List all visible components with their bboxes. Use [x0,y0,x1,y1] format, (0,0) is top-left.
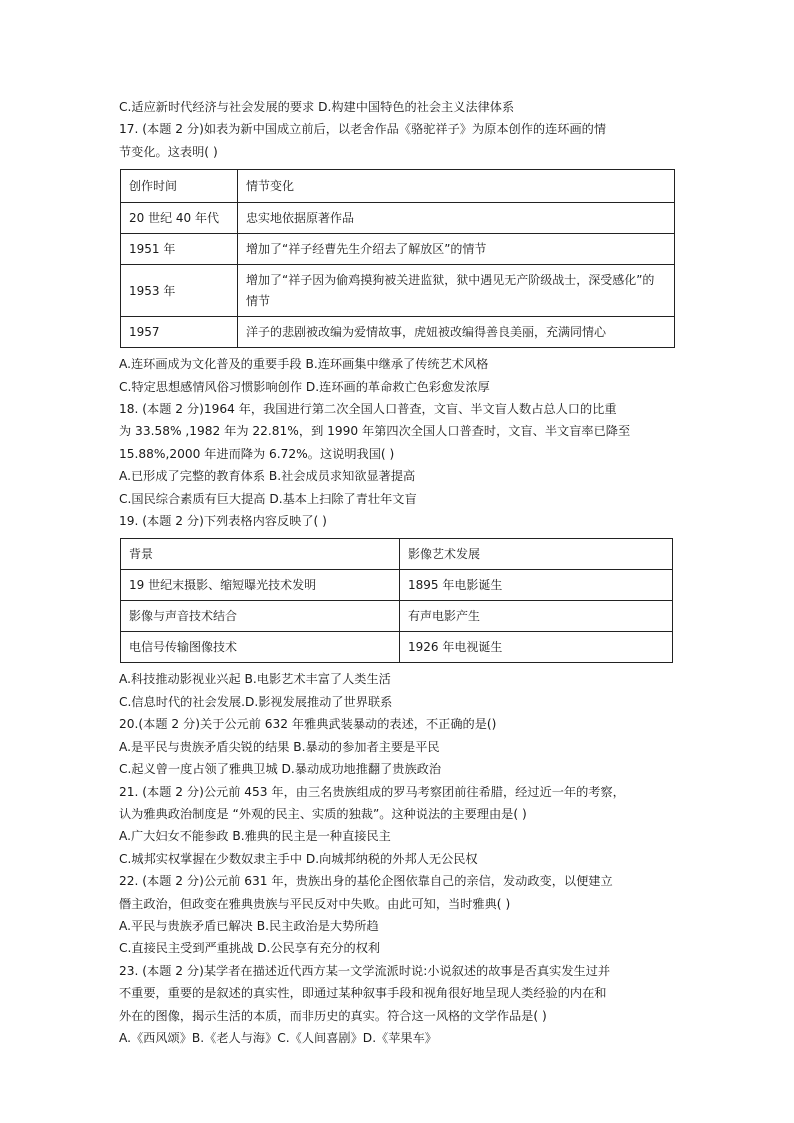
table-header-row [121,539,673,570]
exam-page [119,96,679,1049]
table-cell: 增加了“祥子经曹先生介绍去了解放区”的情节 [238,234,675,265]
option-line: A.已形成了完整的教育体系 B.社会成员求知欲显著提高 [119,469,416,484]
table-cell: 1895 年电影诞生 [400,570,673,601]
question-19-stem: 19. (本题 2 分)下列表格内容反映了( ) [119,514,327,529]
option-line: A.广大妇女不能参政 B.雅典的民主是一种直接民主 [119,829,391,844]
option-line: A.《西风颂》B.《老人与海》C.《人间喜剧》D.《苹果车》 [119,1030,437,1045]
table-cell: 忠实地依据原著作品 [238,203,675,234]
table-cell: 20 世纪 40 年代 [121,203,238,234]
table-row [121,632,673,663]
option-line: A.连环画成为文化普及的重要手段 B.连环画集中继承了传统艺术风格 [119,357,489,372]
table-row [121,265,675,317]
question-18-stem-cont: 15.88%,2000 年进而降为 6.72%。这说明我国( ) [119,446,395,461]
table-cell: 影像与声音技术结合 [121,601,400,632]
question-21-stem-cont: 认为雅典政治制度是 “外观的民主、实质的独裁”。这种说法的主要理由是( ) [119,806,527,821]
table-header-cell: 情节变化 [238,170,675,203]
option-line: A.平民与贵族矛盾已解决 B.民主政治是大势所趋 [119,918,379,933]
question-21-stem: 21. (本题 2 分)公元前 453 年，由三名贵族组成的罗马考察团前往希腊，经过近一年的考察， [119,784,625,799]
table-cell: 洋子的悲剧被改编为爱情故事，虎妞被改编得善良美丽，充满同情心 [238,317,675,348]
question-23-stem: 23. (本题 2 分)某学者在描述近代西方某一文学流派时说:小说叙述的故事是否真实发生过并 [119,963,611,978]
text-line: C.适应新时代经济与社会发展的要求 D.构建中国特色的社会主义法律体系 [119,100,515,114]
table-cell: 有声电影产生 [400,601,673,632]
table-cell: 19 世纪末摄影、缩短曝光技术发明 [121,570,400,601]
film-tech-table [120,538,673,663]
question-23-stem-cont: 不重要，重要的是叙述的真实性，即通过某种叙事手段和视角很好地呈现人类经验的内在和 [119,986,607,1001]
table-cell: 增加了“祥子因为偷鸡摸狗被关进监狱，狱中遇见无产阶级战士，深受感化”的情节 [238,265,675,317]
table-header-cell: 影像艺术发展 [400,539,673,570]
table-row [121,203,675,234]
option-line: A.是平民与贵族矛盾尖锐的结果 B.暴动的参加者主要是平民 [119,739,440,754]
table-header-cell: 背景 [121,539,400,570]
table-row [121,317,675,348]
table-row [121,234,675,265]
question-17-stem-cont: 节变化。这表明( ) [119,144,218,159]
middle-text-block [119,353,679,532]
option-line: C.起义曾一度占领了雅典卫城 D.暴动成功地推翻了贵族政治 [119,762,442,777]
table-header-row [121,170,675,203]
question-20-stem: 20.(本题 2 分)关于公元前 632 年雅典武装暴动的表述，不正确的是() [119,717,497,732]
table-cell: 1957 [121,317,238,348]
table-row [121,601,673,632]
option-line: C.城邦实权掌握在少数奴隶主手中 D.向城邦纳税的外邦人无公民权 [119,851,478,866]
option-line: C.国民综合素质有巨大提高 D.基本上扫除了青壮年文盲 [119,491,417,506]
table-cell: 电信号传输图像技术 [121,632,400,663]
comic-plot-table [120,169,675,348]
question-18-stem-cont: 为 33.58% ,1982 年为 22.81%，到 1990 年第四次全国人口普查时，文盲、半文盲率已降至 [119,424,631,439]
question-17-stem: 17. (本题 2 分)如表为新中国成立前后，以老舍作品《骆驼祥子》为原本创作的连环画的情 [119,122,607,137]
bottom-text-block [119,668,679,1049]
table-header-cell: 创作时间 [121,170,238,203]
question-22-stem: 22. (本题 2 分)公元前 631 年，贵族出身的基伦企图依靠自己的亲信，发动政变，以便建立 [119,874,613,889]
option-line: C.特定思想感情风俗习惯影响创作 D.连环画的革命救亡色彩愈发浓厚 [119,379,490,394]
table-cell: 1951 年 [121,234,238,265]
table-cell: 1926 年电视诞生 [400,632,673,663]
question-23-stem-cont: 外在的图像，揭示生活的本质，而非历史的真实。符合这一风格的文学作品是( ) [119,1008,547,1023]
option-line: C.直接民主受到严重挑战 D.公民享有充分的权利 [119,941,381,956]
option-line: A.科技推动影视业兴起 B.电影艺术丰富了人类生活 [119,672,391,687]
question-18-stem: 18. (本题 2 分)1964 年，我国进行第二次全国人口普查，文盲、半文盲人数占总人口的比重 [119,402,617,417]
option-line: C.信息时代的社会发展.D.影视发展推动了世界联系 [119,694,393,709]
question-22-stem-cont: 僭主政治，但政变在雅典贵族与平民反对中失败。由此可知，当时雅典( ) [119,896,511,911]
table-cell: 1953 年 [121,265,238,317]
top-text-block [119,96,679,163]
table-row [121,570,673,601]
